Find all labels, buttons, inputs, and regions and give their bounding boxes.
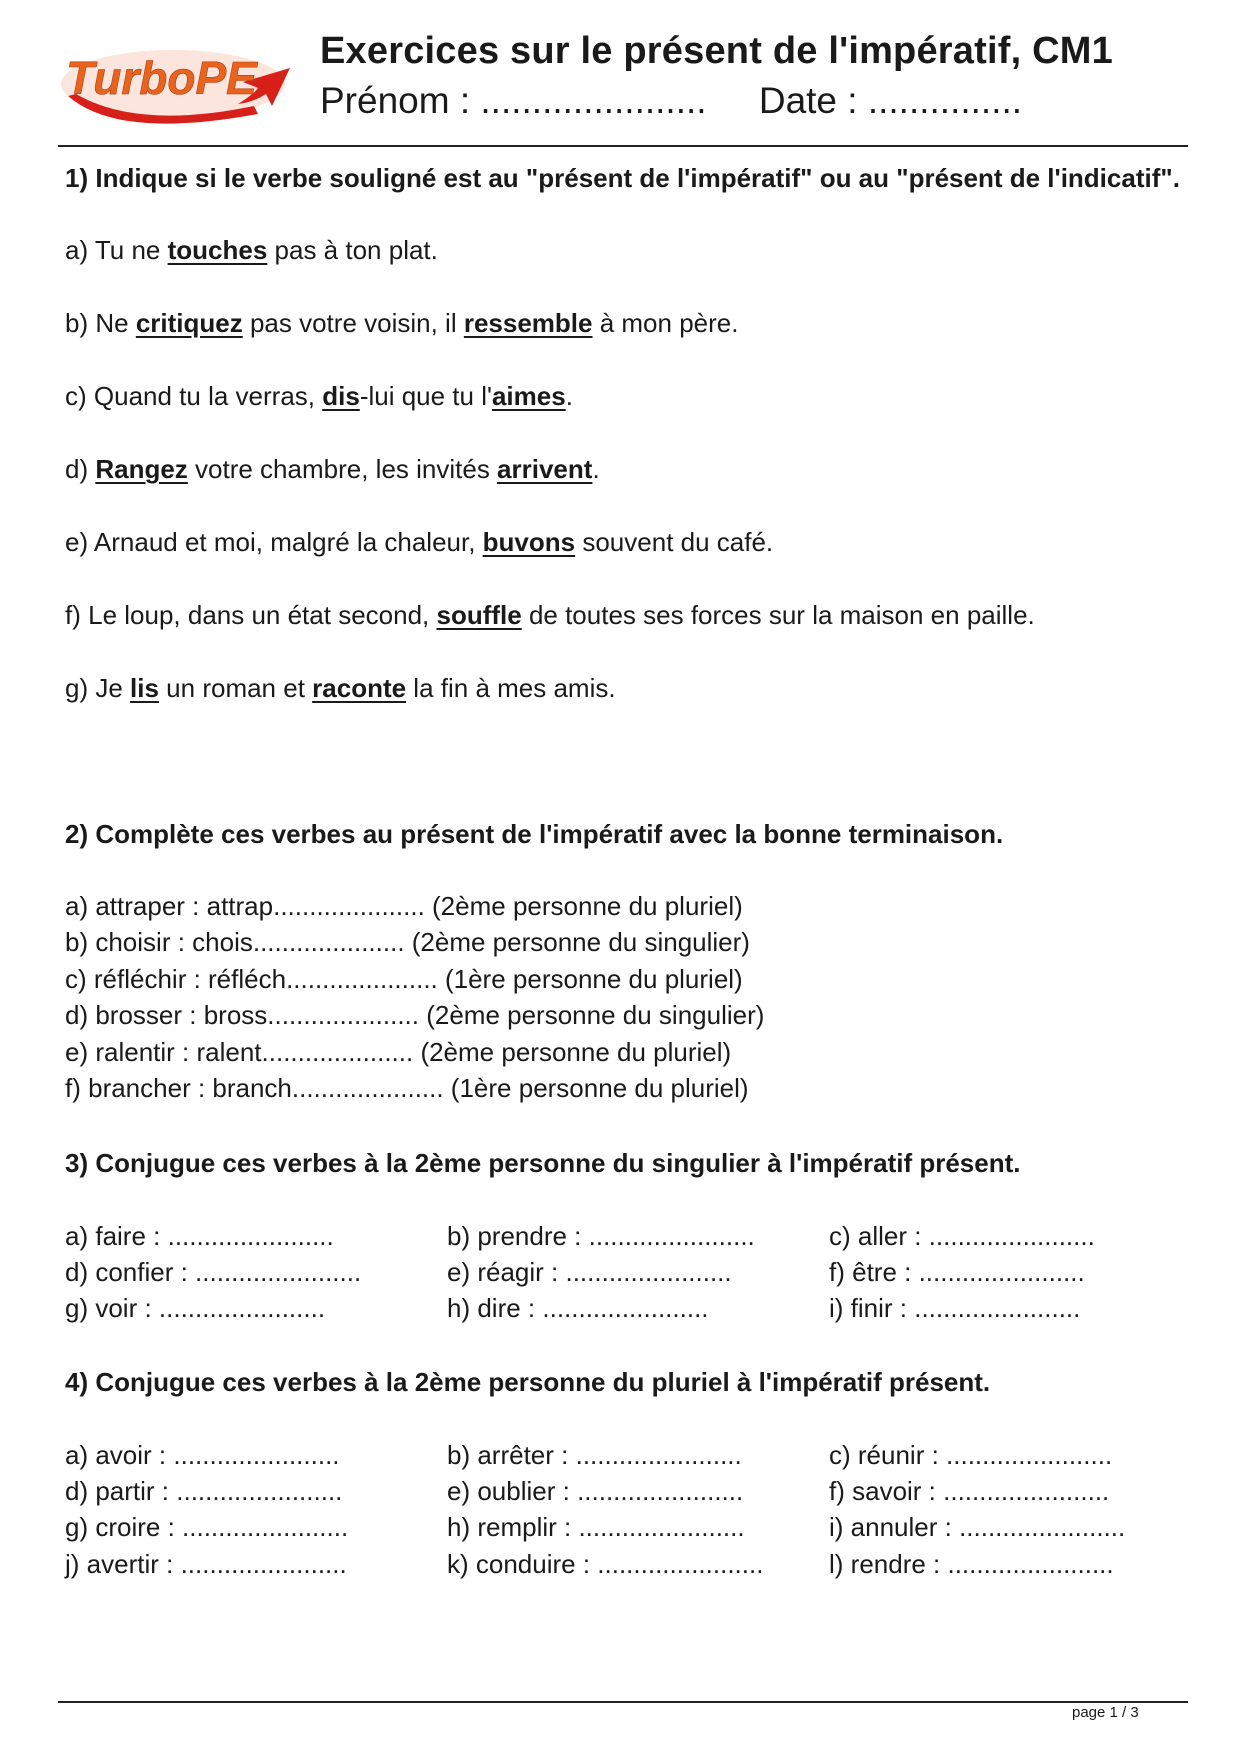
sentence-text: de toutes ses forces sur la maison en paille.: [521, 600, 1035, 630]
sentence-text: un roman et: [158, 673, 313, 703]
sentence-text: .: [592, 454, 600, 484]
sentence-text: b) Ne: [65, 308, 136, 338]
underlined-verb: buvons: [482, 527, 576, 557]
sentence-text: g) Je: [65, 673, 131, 703]
sentence-text: pas votre voisin, il: [242, 308, 464, 338]
underlined-verb: dis: [322, 381, 360, 411]
conjugation-item: d) confier : .......................: [65, 1257, 362, 1288]
completion-item: b) choisir : chois..................... (2ème personne du singulier): [65, 927, 750, 958]
page-number: page 1 / 3: [1072, 1704, 1139, 1721]
conjugation-item: g) croire : .......................: [65, 1512, 349, 1543]
page-title: Exercices sur le présent de l'impératif, CM1: [320, 30, 1113, 72]
sentence-text: e) Arnaud et moi, malgré la chaleur,: [65, 527, 483, 557]
underlined-verb: lis: [130, 673, 159, 703]
footer-divider: [58, 1701, 1188, 1703]
student-info: [320, 80, 1022, 122]
conjugation-item: k) conduire : .......................: [447, 1548, 764, 1579]
completion-item: f) brancher : branch..................... (1ère personne du pluriel): [65, 1072, 749, 1103]
underlined-verb: ressemble: [463, 308, 593, 338]
exercise-3: [65, 1145, 1180, 1327]
completion-item: d) brosser : bross..................... (2ème personne du singulier): [65, 1000, 765, 1031]
conjugation-item: e) réagir : .......................: [447, 1257, 732, 1288]
prenom-field: Prénom : ......................: [320, 80, 707, 121]
conjugation-item: f) savoir : .......................: [829, 1476, 1110, 1507]
sentence-text: c) Quand tu la verras,: [65, 381, 323, 411]
sentence-text: souvent du café.: [575, 527, 774, 557]
conjugation-item: b) arrêter : .......................: [447, 1440, 742, 1470]
underlined-verb: Rangez: [95, 454, 188, 484]
completion-item: e) ralentir : ralent..................... (2ème personne du pluriel): [65, 1036, 732, 1067]
conjugation-item: h) remplir : .......................: [447, 1512, 745, 1543]
exercise-2: [65, 816, 1180, 1106]
underlined-verb: aimes: [491, 381, 566, 411]
turbope-logo: [58, 44, 298, 134]
conjugation-item: e) oublier : .......................: [447, 1476, 744, 1507]
sentence-text: .: [565, 381, 573, 411]
sentence-item: [65, 670, 1180, 706]
sentence-text: a) Tu ne: [65, 235, 168, 265]
sentence-item: [65, 232, 1180, 268]
conjugation-item: a) faire : .......................: [65, 1221, 334, 1251]
exercise-2-title: 2) Complète ces verbes au présent de l'impératif avec la bonne terminaison.: [65, 819, 1004, 849]
logo-text: TurboPE: [66, 52, 257, 104]
conjugation-item: c) réunir : .......................: [829, 1440, 1113, 1470]
conjugation-item: f) être : .......................: [829, 1257, 1085, 1288]
sentence-text: à mon père.: [592, 308, 739, 338]
conjugation-item: b) prendre : .......................: [447, 1221, 755, 1251]
sentence-item: [65, 524, 1180, 560]
conjugation-item: j) avertir : .......................: [65, 1548, 347, 1579]
conjugation-item: i) finir : .......................: [829, 1293, 1081, 1324]
sentence-text: votre chambre, les invités: [187, 454, 498, 484]
conjugation-item: h) dire : .......................: [447, 1293, 709, 1324]
sentence-item: [65, 451, 1180, 487]
conjugation-item: g) voir : .......................: [65, 1293, 326, 1324]
conjugation-item: i) annuler : .......................: [829, 1512, 1126, 1543]
conjugation-item: c) aller : .......................: [829, 1221, 1095, 1251]
underlined-verb: arrivent: [497, 454, 593, 484]
completion-item: a) attraper : attrap..................... (2ème personne du pluriel): [65, 891, 743, 921]
underlined-verb: raconte: [312, 673, 407, 703]
conjugation-item: d) partir : .......................: [65, 1476, 343, 1507]
exercise-1-title: 1) Indique si le verbe souligné est au "présent de l'impératif" ou au "présent de l'indicatif".: [65, 163, 1180, 193]
underlined-verb: souffle: [436, 600, 522, 630]
conjugation-item: l) rendre : .......................: [829, 1548, 1114, 1579]
header-divider: [58, 145, 1188, 147]
sentence-text: f) Le loup, dans un état second,: [65, 600, 437, 630]
sentence-item: [65, 597, 1180, 633]
exercise-4-title: 4) Conjugue ces verbes à la 2ème personne du pluriel à l'impératif présent.: [65, 1367, 991, 1397]
completion-item: c) réfléchir : réfléch..................... (1ère personne du pluriel): [65, 963, 743, 994]
sentence-text: pas à ton plat.: [267, 235, 438, 265]
sentence-item: [65, 305, 1180, 341]
underlined-verb: touches: [167, 235, 268, 265]
sentence-text: -lui que tu l': [359, 381, 492, 411]
sentence-text: d): [65, 454, 96, 484]
exercise-1: [65, 160, 1180, 743]
sentence-text: la fin à mes amis.: [406, 673, 616, 703]
sentence-item: [65, 378, 1180, 414]
underlined-verb: critiquez: [135, 308, 243, 338]
exercise-4: [65, 1364, 1180, 1582]
date-field: Date : ...............: [758, 80, 1023, 121]
conjugation-item: a) avoir : .......................: [65, 1440, 340, 1470]
exercise-3-title: 3) Conjugue ces verbes à la 2ème personne du singulier à l'impératif présent.: [65, 1148, 1021, 1178]
